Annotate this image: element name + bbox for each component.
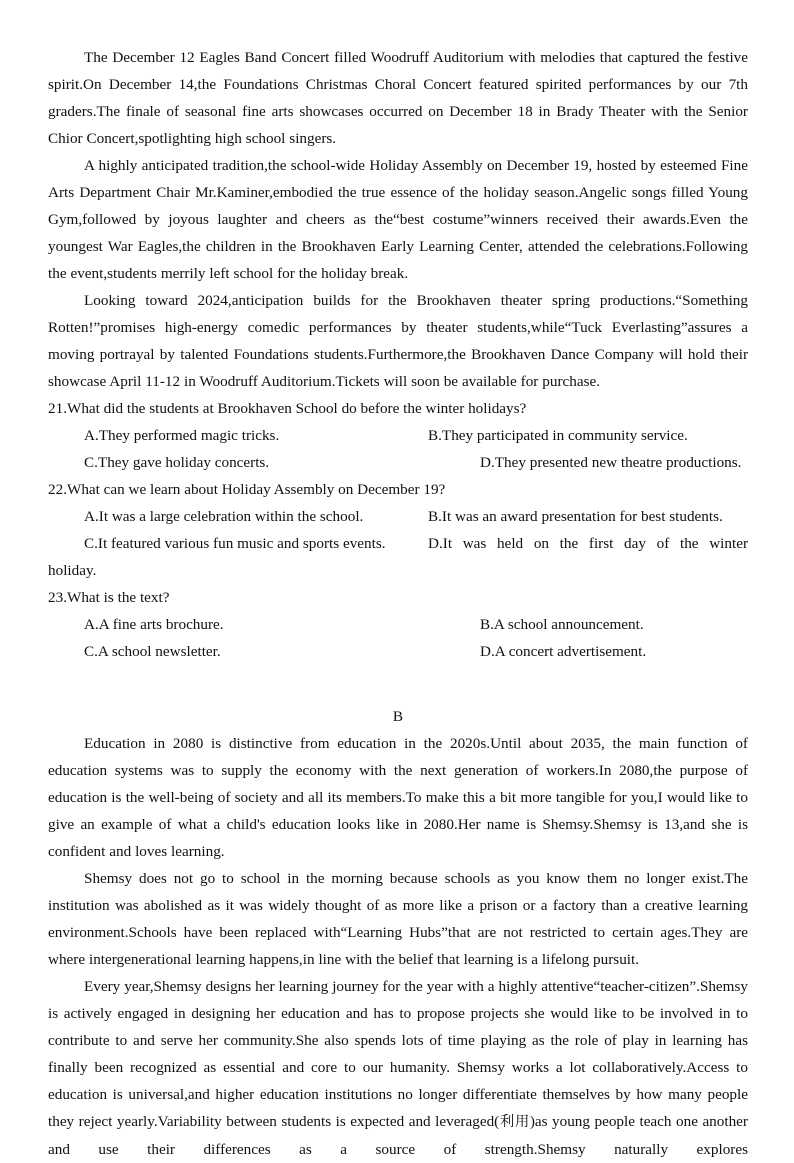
question-23-option-a[interactable]: A.A fine arts brochure. <box>84 616 224 633</box>
question-22 <box>48 476 748 584</box>
question-23-option-c[interactable]: C.A school newsletter. <box>84 643 221 660</box>
question-21-row-cd <box>48 449 748 476</box>
question-22-option-d-line1: D.It was held on the first day of the winter <box>428 535 748 552</box>
question-22-options <box>48 503 748 584</box>
question-23-stem: 23.What is the text? <box>48 589 170 606</box>
passage-b-paragraph-1: Education in 2080 is distinctive from education in the 2020s.Until about 2035, the main function of education systems was to supply the economy with the next generation of workers.In 2080,the purpose of education is the well-being of society and all its members.To make this a bit more tangible for you,I would like to give an example of what a child's education looks like in 2080.Her name is Shemsy.Shemsy is 13,and she is confident and loves learning. <box>48 735 748 860</box>
question-23-row-cd <box>48 638 748 665</box>
question-22-option-d[interactable] <box>428 530 748 557</box>
question-22-row-cd <box>48 530 748 557</box>
question-21-options <box>48 422 748 476</box>
question-23-option-d[interactable]: D.A concert advertisement. <box>480 643 647 660</box>
passage-b-paragraph-2: Shemsy does not go to school in the morning because schools as you know them no longer exist.The institution was abolished as it was widely thought of as more like a prison or a factory than a creative learning environment.Schools have been replaced with“Learning Hubs”that are not restricted to certain ages.They are where intergenerational learning happens,in line with the belief that learning is a lifelong pursuit. <box>48 870 748 968</box>
question-21 <box>48 395 748 476</box>
passage-a-paragraph-1: The December 12 Eagles Band Concert filled Woodruff Auditorium with melodies that captured the festive spirit.On December 14,the Foundations Christmas Choral Concert featured spirited performances by our 7th graders.The finale of seasonal fine arts showcases occurred on December 18 in Brady Theater with the Senior Chior Concert,spotlighting high school singers. <box>48 49 748 147</box>
passage-a-paragraph-2: A highly anticipated tradition,the school-wide Holiday Assembly on December 19, hosted by esteemed Fine Arts Department Chair Mr.Kaminer,embodied the true essence of the holiday season.Angelic songs filled Young Gym,followed by joyous laughter and cheers as the“best costume”winners received their awards.Even the youngest War Eagles,the children in the Brookhaven Early Learning Center, attended the celebrations.Following the event,students merrily left school for the holiday break. <box>48 157 748 282</box>
question-21-option-a[interactable]: A.They performed magic tricks. <box>84 427 280 444</box>
passage-b-paragraph-3-cjk-gloss: 利用 <box>499 1114 530 1130</box>
question-21-option-d[interactable]: D.They presented new theatre productions. <box>480 454 742 471</box>
question-22-row-ab <box>48 503 748 530</box>
passage-b-paragraph-3-part1: Every year,Shemsy designs her learning journey for the year with a highly attentive“teacher-citizen”.Shemsy is actively engaged in designing her education and has to propose projects she would like to be involved in to contribute to and serve her community.She also spends lots of time playing as the role of play in learning has finally been recognized as essential and core to our humanity. Shemsy works a lot collaboratively.Access to education is universal,and higher education institutions no longer differentiate themselves by how many people they reject yearly.Variability between students is expected and leveraged( <box>48 978 748 1130</box>
question-22-option-d-continuation: holiday. <box>48 562 97 579</box>
passage-b-section-letter: B <box>392 708 404 725</box>
question-21-row-ab <box>48 422 748 449</box>
question-22-option-b[interactable]: B.It was an award presentation for best students. <box>428 508 723 525</box>
question-21-stem: 21.What did the students at Brookhaven School do before the winter holidays? <box>48 400 527 417</box>
question-23-option-b[interactable]: B.A school announcement. <box>480 616 644 633</box>
question-23 <box>48 584 748 665</box>
passage-b-paragraph-3-part2: )as young people teach one another and use their differences as a source of strength.Shemsy naturally explores <box>48 1113 748 1158</box>
passage-b-paragraph-3 <box>48 973 748 1163</box>
question-21-option-b[interactable]: B.They participated in community service. <box>428 427 688 444</box>
question-22-stem: 22.What can we learn about Holiday Assembly on December 19? <box>48 481 446 498</box>
passage-a-paragraph-3: Looking toward 2024,anticipation builds for the Brookhaven theater spring productions.“Something Rotten!”promises high-energy comedic performances by theater students,while“Tuck Everlasting”assures a moving portrayal by talented Foundations students.Furthermore,the Brookhaven Dance Company will hold their showcase April 11-12 in Woodruff Auditorium.Tickets will soon be available for purchase. <box>48 292 748 390</box>
page-content <box>48 44 748 1163</box>
question-23-row-ab <box>48 611 748 638</box>
question-22-option-c[interactable]: C.It featured various fun music and sports events. <box>84 535 386 552</box>
question-21-option-c[interactable]: C.They gave holiday concerts. <box>84 454 270 471</box>
section-gap <box>48 665 748 691</box>
question-23-options <box>48 611 748 665</box>
question-22-option-a[interactable]: A.It was a large celebration within the school. <box>84 508 364 525</box>
